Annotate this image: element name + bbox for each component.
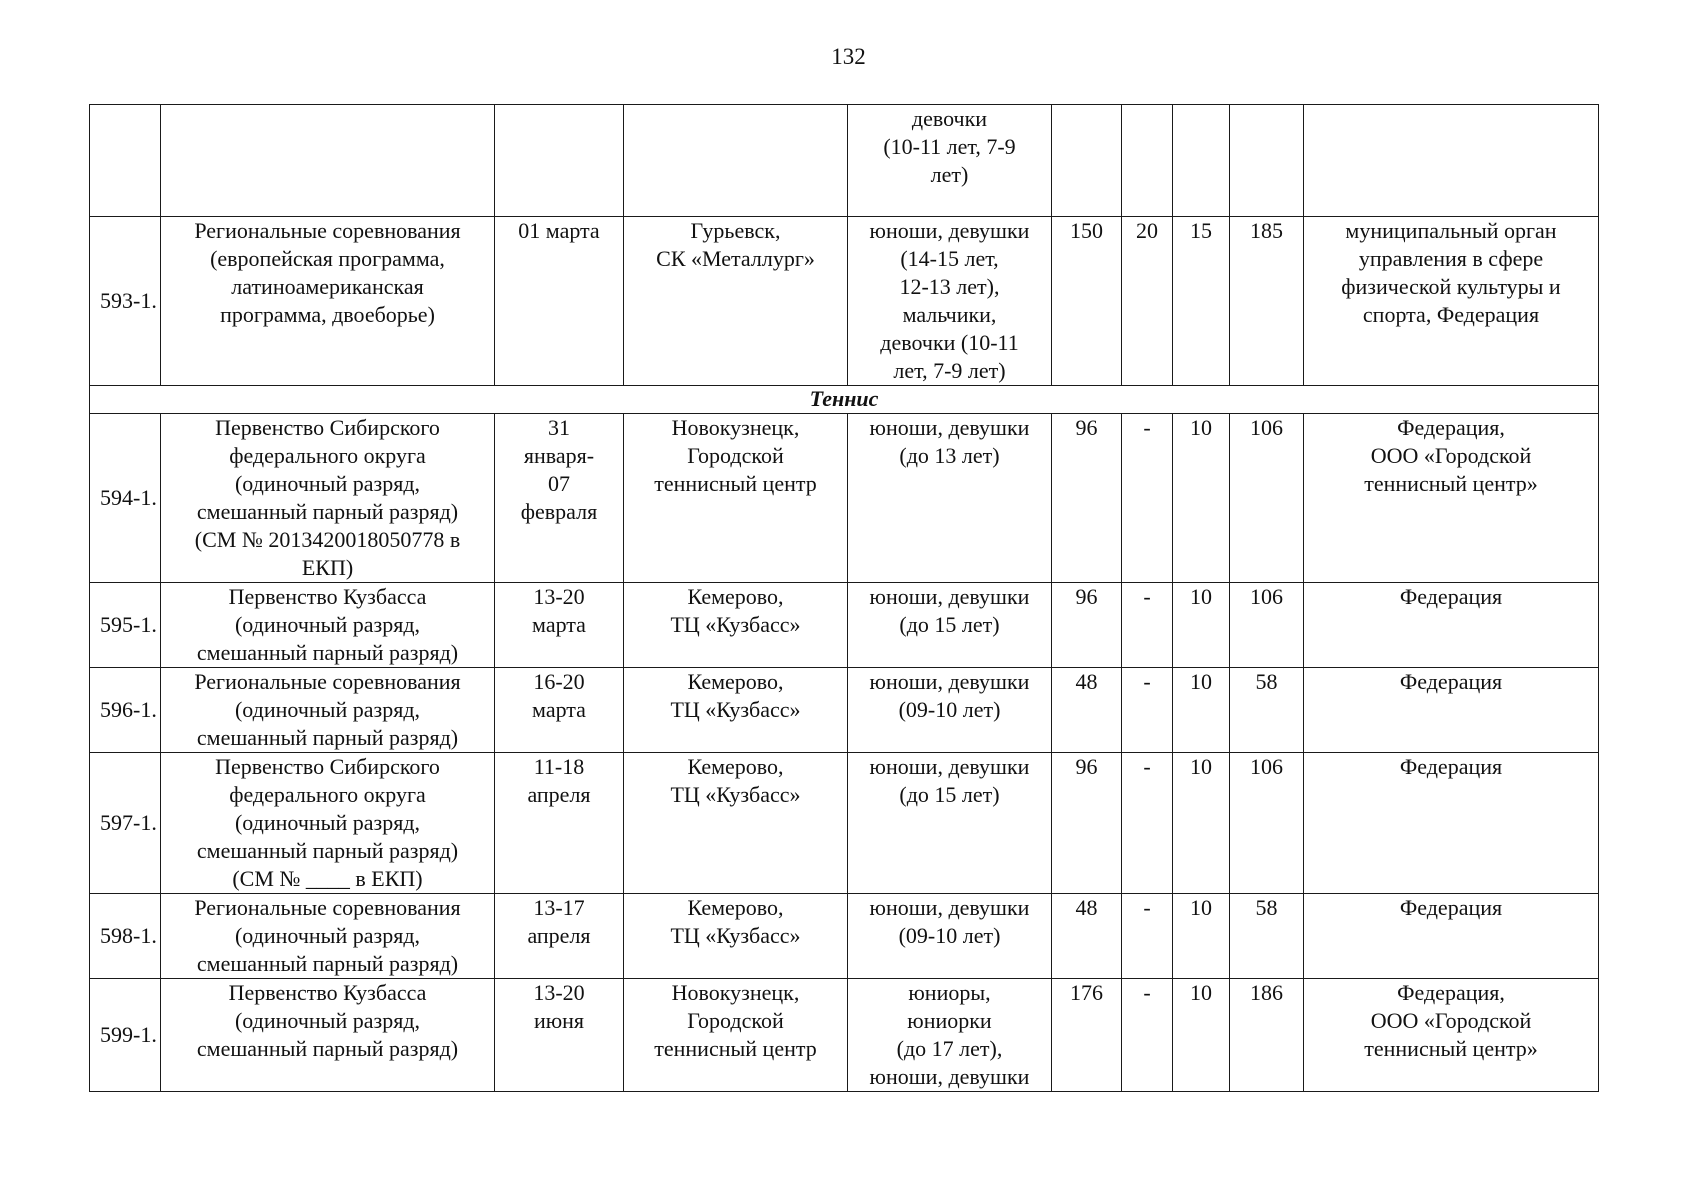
place-line: Кемерово,	[687, 895, 784, 920]
participants-line: (до 15 лет)	[899, 782, 1000, 807]
place-cell	[624, 979, 848, 1092]
organizer-line: управления в сфере	[1358, 246, 1544, 271]
organizer-line: теннисный центр»	[1364, 471, 1538, 496]
col-a-value: 96	[1052, 414, 1122, 583]
name-line: федерального округа	[229, 443, 426, 468]
table-row	[90, 894, 1599, 979]
place-line: Кемерово,	[687, 584, 784, 609]
col-c-value: 10	[1173, 668, 1230, 753]
participants-line: юноши, девушки	[869, 218, 1030, 243]
participants-line: юноши, девушки	[869, 895, 1030, 920]
col-c-value: 10	[1173, 583, 1230, 668]
organizer-cell	[1304, 979, 1599, 1092]
page-number: 132	[831, 44, 866, 69]
participants-line: юноши, девушки	[869, 584, 1030, 609]
place-line: СК «Металлург»	[656, 246, 815, 271]
dates-cell	[495, 979, 624, 1092]
col-c-value: 10	[1173, 894, 1230, 979]
name-cell	[161, 217, 495, 386]
participants-cell	[848, 414, 1052, 583]
name-cell	[161, 753, 495, 894]
name-line: Первенство Кузбасса	[228, 980, 427, 1005]
participants-line: юниорки	[907, 1008, 992, 1033]
organizer-line: спорта, Федерация	[1362, 302, 1540, 327]
participants-line: девочки (10-11	[880, 330, 1019, 355]
participants-line: 12-13 лет),	[899, 274, 1000, 299]
col-a-value: 96	[1052, 583, 1122, 668]
organizer-line: физической культуры и	[1341, 274, 1561, 299]
name-line: Первенство Кузбасса	[228, 584, 427, 609]
name-line: (европейская программа,	[210, 246, 445, 271]
participants-line: (до 17 лет),	[896, 1036, 1003, 1061]
table-row	[90, 583, 1599, 668]
row-number: 596-1.	[90, 668, 161, 753]
name-cell	[161, 894, 495, 979]
dates-line: 31	[548, 415, 570, 440]
row-number: 598-1.	[90, 894, 161, 979]
participants-cell	[848, 979, 1052, 1092]
place-line: Городской	[687, 443, 784, 468]
place-line: ТЦ «Кузбасс»	[670, 923, 801, 948]
participants-line: девочки	[911, 106, 988, 131]
organizer-cell	[1304, 668, 1599, 753]
place-cell	[624, 414, 848, 583]
name-cell	[161, 105, 495, 217]
name-line: (СМ № ____ в ЕКП)	[232, 866, 423, 891]
dates-cell	[495, 753, 624, 894]
col-b-cell	[1122, 105, 1173, 217]
row-number: 594-1.	[90, 414, 161, 583]
col-b-value: -	[1122, 668, 1173, 753]
col-a-cell	[1052, 105, 1122, 217]
total-value: 186	[1230, 979, 1304, 1092]
dates-line: апреля	[527, 782, 591, 807]
table-row	[90, 668, 1599, 753]
total-value: 106	[1230, 753, 1304, 894]
row-number: 595-1.	[90, 583, 161, 668]
dates-line: 01 марта	[518, 218, 600, 243]
participants-line: лет, 7-9 лет)	[893, 358, 1006, 383]
organizer-line: Федерация,	[1397, 415, 1505, 440]
participants-line: мальчики,	[902, 302, 997, 327]
name-line: (одиночный разряд,	[234, 923, 421, 948]
name-line: смешанный парный разряд)	[196, 725, 459, 750]
place-line: Гурьевск,	[690, 218, 781, 243]
row-number: 597-1.	[90, 753, 161, 894]
col-b-value: -	[1122, 979, 1173, 1092]
col-b-value: -	[1122, 894, 1173, 979]
dates-cell	[495, 668, 624, 753]
dates-line: июня	[533, 1008, 585, 1033]
num-cell	[90, 105, 161, 217]
name-line: смешанный парный разряд)	[196, 640, 459, 665]
participants-line: (до 13 лет)	[899, 443, 1000, 468]
col-b-value: -	[1122, 583, 1173, 668]
name-cell	[161, 583, 495, 668]
participants-line: юноши, девушки	[869, 1064, 1030, 1089]
place-line: теннисный центр	[654, 1036, 817, 1061]
col-c-value: 10	[1173, 979, 1230, 1092]
dates-line: марта	[532, 612, 586, 637]
dates-line: апреля	[527, 923, 591, 948]
participants-cell	[848, 583, 1052, 668]
name-line: Региональные соревнования	[194, 669, 461, 694]
total-cell	[1230, 105, 1304, 217]
participants-line: лет)	[930, 162, 969, 187]
name-line: (одиночный разряд,	[234, 471, 421, 496]
dates-line: 13-20	[533, 980, 585, 1005]
dates-line: 11-18	[533, 754, 585, 779]
table-row	[90, 217, 1599, 386]
table-row	[90, 979, 1599, 1092]
participants-cell	[848, 753, 1052, 894]
organizer-line: Федерация	[1399, 754, 1503, 779]
name-line: (одиночный разряд,	[234, 810, 421, 835]
name-line: смешанный парный разряд)	[196, 951, 459, 976]
organizer-line: муниципальный орган	[1345, 218, 1557, 243]
participants-line: (14-15 лет,	[900, 246, 999, 271]
competition-schedule-table	[89, 104, 1599, 1092]
name-line: латиноамериканская	[231, 274, 424, 299]
place-line: Кемерово,	[687, 669, 784, 694]
organizer-line: Федерация	[1399, 584, 1503, 609]
organizer-line: Федерация,	[1397, 980, 1505, 1005]
section-title: Теннис	[90, 386, 1599, 414]
organizer-line: ООО «Городской	[1370, 1008, 1532, 1033]
col-a-value: 176	[1052, 979, 1122, 1092]
organizer-line: теннисный центр»	[1364, 1036, 1538, 1061]
organizer-cell	[1304, 894, 1599, 979]
place-cell	[624, 105, 848, 217]
dates-line: 07	[548, 471, 570, 496]
name-line: (СМ № 2013420018050778 в	[194, 527, 461, 552]
place-cell	[624, 753, 848, 894]
col-a-value: 48	[1052, 894, 1122, 979]
place-line: теннисный центр	[654, 471, 817, 496]
participants-line: юноши, девушки	[869, 415, 1030, 440]
place-line: Кемерово,	[687, 754, 784, 779]
organizer-cell	[1304, 414, 1599, 583]
col-c-value: 10	[1173, 753, 1230, 894]
total-value: 58	[1230, 668, 1304, 753]
organizer-line: ООО «Городской	[1370, 443, 1532, 468]
col-c-cell	[1173, 105, 1230, 217]
dates-cell	[495, 894, 624, 979]
name-line: (одиночный разряд,	[234, 1008, 421, 1033]
name-line: Первенство Сибирского	[215, 754, 440, 779]
name-line: Региональные соревнования	[194, 895, 461, 920]
col-c-value: 10	[1173, 414, 1230, 583]
name-line: ЕКП)	[301, 555, 354, 580]
col-a-value: 96	[1052, 753, 1122, 894]
name-cell	[161, 414, 495, 583]
participants-cell	[848, 105, 1052, 217]
name-line: смешанный парный разряд)	[196, 838, 459, 863]
place-cell	[624, 894, 848, 979]
section-header-row	[90, 386, 1599, 414]
organizer-cell	[1304, 217, 1599, 386]
col-a-value: 150	[1052, 217, 1122, 386]
organizer-line: Федерация	[1399, 669, 1503, 694]
dates-line: марта	[532, 697, 586, 722]
dates-cell	[495, 414, 624, 583]
organizer-cell	[1304, 753, 1599, 894]
dates-line: февраля	[520, 499, 598, 524]
dates-line: 13-17	[533, 895, 585, 920]
name-line: смешанный парный разряд)	[196, 499, 459, 524]
place-line: ТЦ «Кузбасс»	[670, 782, 801, 807]
organizer-cell	[1304, 583, 1599, 668]
participants-line: юноши, девушки	[869, 754, 1030, 779]
dates-line: 13-20	[533, 584, 585, 609]
name-line: (одиночный разряд,	[234, 697, 421, 722]
dates-cell	[495, 583, 624, 668]
participants-line: (10-11 лет, 7-9	[883, 134, 1016, 159]
table-row	[90, 753, 1599, 894]
participants-line: юниоры,	[908, 980, 991, 1005]
place-cell	[624, 583, 848, 668]
dates-cell	[495, 105, 624, 217]
row-number: 599-1.	[90, 979, 161, 1092]
total-value: 106	[1230, 414, 1304, 583]
name-cell	[161, 979, 495, 1092]
organizer-cell	[1304, 105, 1599, 217]
dates-line: января-	[523, 443, 595, 468]
dates-line: 16-20	[533, 669, 585, 694]
total-value: 106	[1230, 583, 1304, 668]
name-line: (одиночный разряд,	[234, 612, 421, 637]
col-b-value: 20	[1122, 217, 1173, 386]
col-c-value: 15	[1173, 217, 1230, 386]
name-line: Первенство Сибирского	[215, 415, 440, 440]
col-b-value: -	[1122, 753, 1173, 894]
place-line: Новокузнецк,	[671, 415, 800, 440]
name-line: Региональные соревнования	[194, 218, 461, 243]
dates-cell	[495, 217, 624, 386]
participants-cell	[848, 217, 1052, 386]
place-cell	[624, 217, 848, 386]
table-row	[90, 105, 1599, 217]
place-line: ТЦ «Кузбасс»	[670, 697, 801, 722]
place-line: ТЦ «Кузбасс»	[670, 612, 801, 637]
participants-line: (09-10 лет)	[898, 697, 1001, 722]
table-row	[90, 414, 1599, 583]
total-value: 58	[1230, 894, 1304, 979]
participants-line: (до 15 лет)	[899, 612, 1000, 637]
participants-line: (09-10 лет)	[898, 923, 1001, 948]
organizer-line: Федерация	[1399, 895, 1503, 920]
participants-cell	[848, 668, 1052, 753]
place-cell	[624, 668, 848, 753]
col-b-value: -	[1122, 414, 1173, 583]
name-line: смешанный парный разряд)	[196, 1036, 459, 1061]
name-line: программа, двоеборье)	[220, 302, 435, 327]
col-a-value: 48	[1052, 668, 1122, 753]
row-number: 593-1.	[90, 217, 161, 386]
name-cell	[161, 668, 495, 753]
participants-cell	[848, 894, 1052, 979]
total-value: 185	[1230, 217, 1304, 386]
place-line: Городской	[687, 1008, 784, 1033]
name-line: федерального округа	[229, 782, 426, 807]
place-line: Новокузнецк,	[671, 980, 800, 1005]
participants-line: юноши, девушки	[869, 669, 1030, 694]
